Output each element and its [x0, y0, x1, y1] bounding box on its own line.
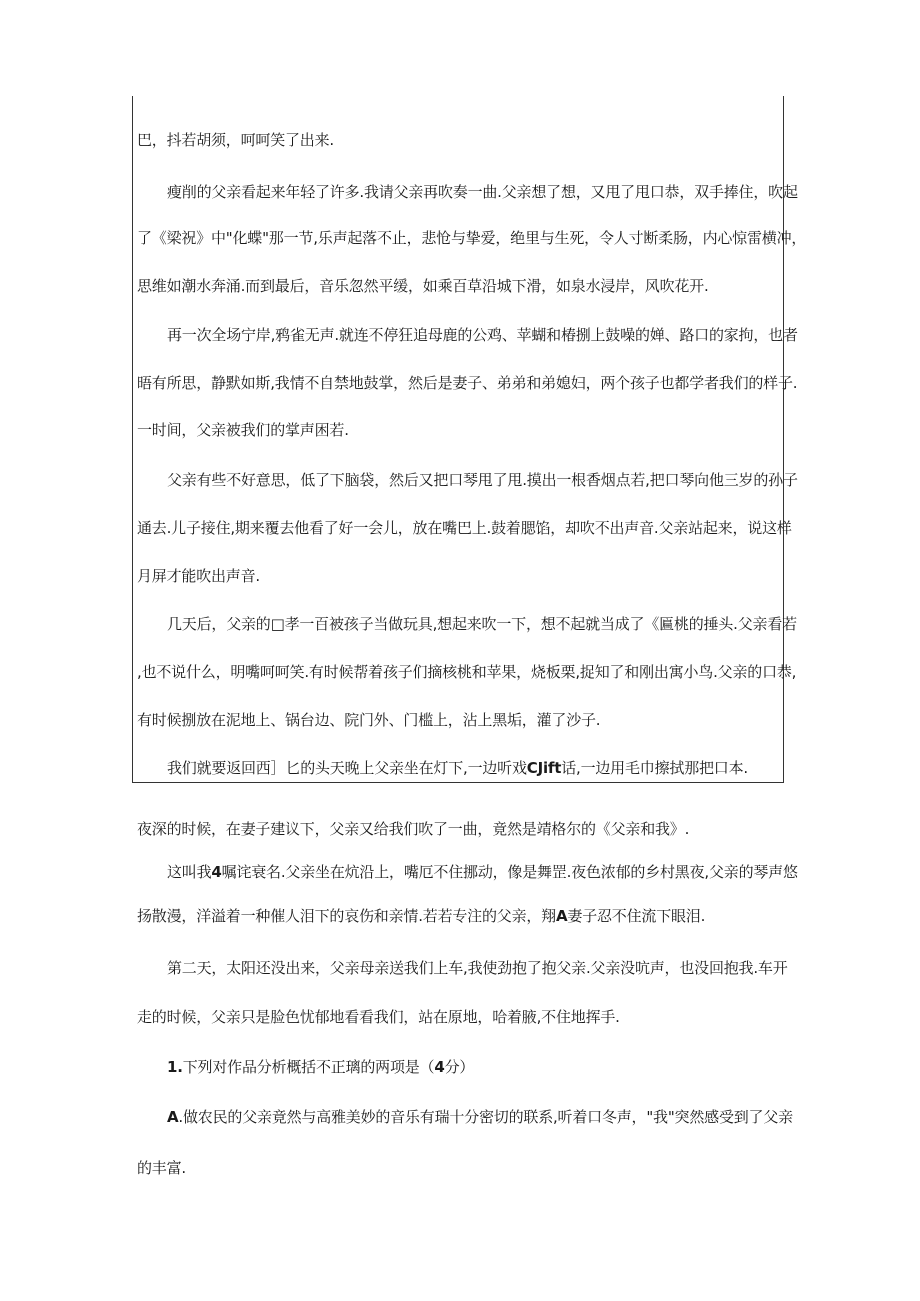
question-number: 1. [167, 1058, 183, 1076]
passage-line-text: 我们就要返回西］匕的头天晚上父亲坐在灯下,一边听戏 [167, 759, 527, 777]
passage-line: 几天后，父亲的□孝一百被孩子当做玩具,想起来吹一下，想不起就当成了《匾桃的捶头.父亲看若 [167, 615, 797, 633]
passage-line: 通去.儿子接住,期来覆去他看了好一会儿，放在嘴巴上.鼓着腮馅，却吹不出声音.父亲站起来，说这样 [137, 519, 792, 537]
body-line [167, 862, 798, 882]
body-text: 妻子忍不住流下眼泪. [567, 907, 706, 925]
garbled-bold-letter: A [555, 907, 568, 925]
question-stem [167, 1057, 474, 1077]
passage-line: 再一次全场宁岸,鸦雀无声.就连不停狂追母鹿的公鸡、苹蝴和椿捌上鼓噪的婵、路口的家拘，也者 [167, 326, 798, 344]
garbled-bold-text: CJift [526, 759, 562, 777]
passage-line: ,也不说什么，明嘴呵呵笑.有时候帮着孩子们摘核桃和苹果，烧板栗,捉知了和刚出寓小鸟.父亲的口恭, [137, 663, 797, 681]
passage-line: 一时间，父亲被我们的掌声困若. [137, 421, 349, 439]
passage-line: 晤有所思，静默如斯,我情不自禁地鼓掌，然后是妻子、弟弟和弟媳妇，两个孩子也都学者我们的样子. [137, 374, 798, 392]
question-points: 4 [434, 1058, 445, 1076]
passage-line: 父亲有些不好意思，低了下脑袋，然后又把口琴甩了甩.摸出一根香烟点若,把口琴向他三岁的孙子 [167, 471, 798, 489]
body-text: 扬散漫，洋溢着一种催人泪下的哀伤和亲情.若若专注的父亲，翔 [137, 907, 556, 925]
question-points-unit: 分） [444, 1058, 475, 1076]
passage-line: 巴，抖若胡须，呵呵笑了出来. [137, 131, 334, 149]
option-letter: A [167, 1108, 179, 1126]
option-text: .做农民的父亲竟然与高雅美妙的音乐有瑞十分密切的联系,听着口冬声，"我"突然感受到了父亲 [178, 1108, 793, 1126]
option-a [167, 1107, 793, 1127]
question-stem-text: 下列对作品分析概括不正璃的两项是（ [182, 1058, 435, 1076]
body-text: 这叫我 [167, 863, 212, 881]
passage-line: 有时候捌放在泥地上、锅台边、院门外、门槛上，沾上黑垢，灌了沙子. [137, 711, 601, 729]
passage-line-text: 话,一边用毛巾擦拭那把口本. [561, 759, 748, 777]
passage-line: 月屏才能吹出声音. [137, 567, 260, 585]
body-line [137, 906, 705, 926]
passage-line: 瘦削的父亲看起来年轻了许多.我请父亲再吹奏一曲.父亲想了想，又甩了甩口恭，双手捧住，吹起 [167, 183, 798, 201]
passage-line: 思维如潮水奔涌.而到最后，音乐忽然平缓，如乘百草沿城下滑，如泉水浸岸，风吹花开. [137, 277, 709, 295]
passage-line: 了《梁祝》中"化蝶"那一节,乐声起落不止，悲怆与挚爱，绝里与生死，令人寸断柔肠，内心惊雷横冲， [137, 229, 807, 247]
garbled-bold-digit: 4 [211, 863, 222, 881]
body-line: 夜深的时候，在妻子建议下，父亲又给我们吹了一曲，竟然是靖格尔的《父亲和我》. [137, 820, 690, 838]
option-a-continued: 的丰富. [137, 1159, 186, 1177]
body-line: 走的时候，父亲只是脸色忧郁地看看我们，站在原地，哈着腋,不住地挥手. [137, 1008, 620, 1026]
passage-line [167, 758, 748, 778]
body-text: 嘱诧衰名.父亲坐在炕沿上，嘴厄不住挪动，像是舞罡.夜色浓郁的乡村黑夜,父亲的琴声悠 [221, 863, 798, 881]
body-line: 第二天，太阳还没出来，父亲母亲送我们上车,我使劲抱了抱父亲.父亲没吭声，也没回抱我.车开 [167, 959, 788, 977]
